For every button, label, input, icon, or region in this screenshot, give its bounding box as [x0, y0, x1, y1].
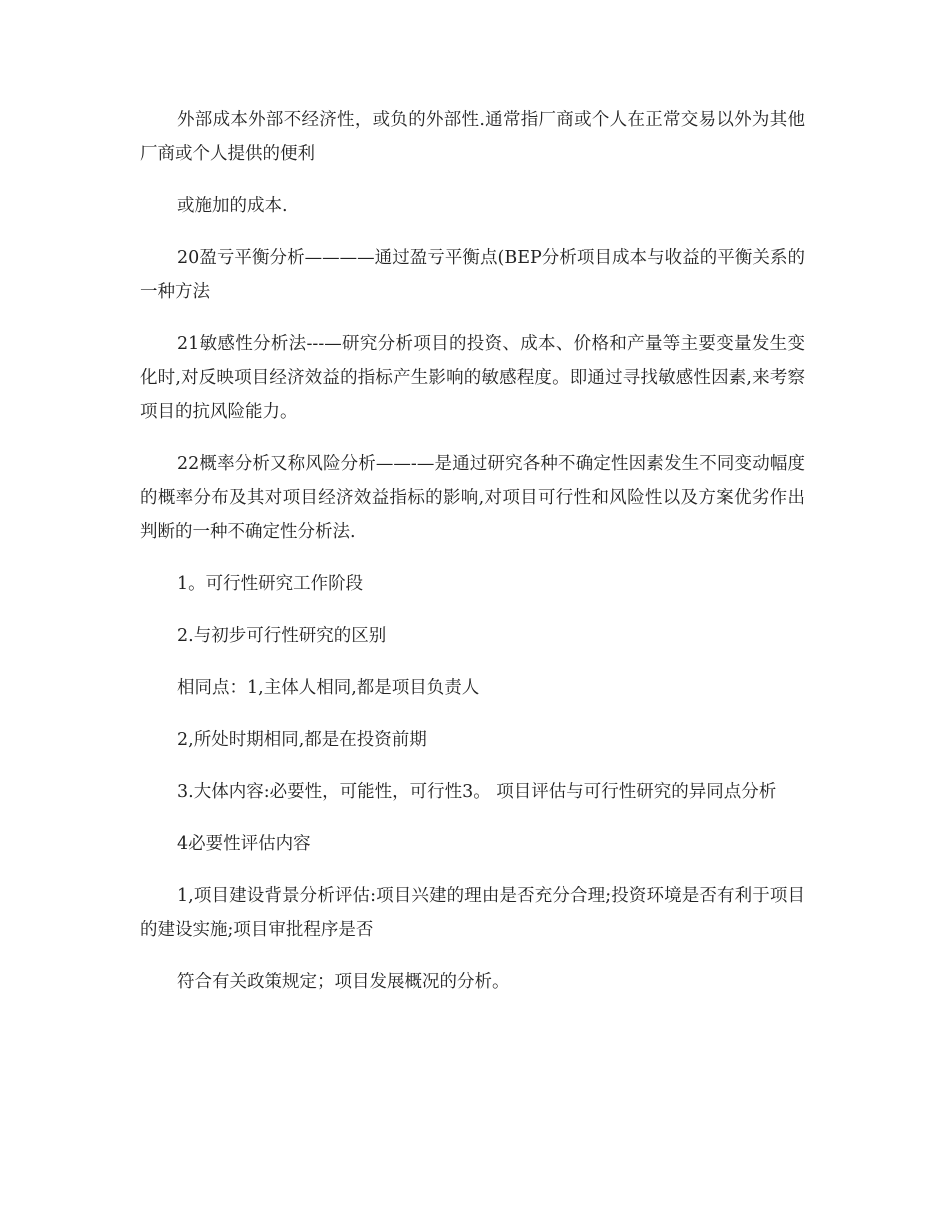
paragraph-necessity-evaluation: 4必要性评估内容 — [177, 834, 311, 854]
paragraph-external-cost: 外部成本外部不经济性，或负的外部性.通常指厂商或个人在正常交易以外为其他厂商或个人提供的便利 — [140, 110, 805, 164]
paragraph-breakeven-analysis: 20盈亏平衡分析————通过盈亏平衡点(BEP分析项目成本与收益的平衡关系的一种方法 — [140, 248, 805, 302]
paragraph-similarity-2: 2,所处时期相同,都是在投资前期 — [177, 730, 427, 750]
paragraph-preliminary-difference: 2.与初步可行性研究的区别 — [177, 626, 387, 646]
paragraph-general-content: 3.大体内容:必要性，可能性，可行性3。 项目评估与可行性研究的异同点分析 — [177, 782, 777, 802]
paragraph-probability-analysis: 22概率分析又称风险分析——-—是通过研究各种不确定性因素发生不同变动幅度的概率分布及其对项目经济效益指标的影响,对项目可行性和风险性以及方案优劣作出判断的一种不确定性分析法. — [140, 454, 805, 542]
paragraph-external-cost-continued: 或施加的成本. — [177, 196, 288, 216]
document-body — [140, 103, 805, 1017]
paragraph-feasibility-stage: 1。可行性研究工作阶段 — [177, 574, 364, 594]
paragraph-policy-compliance: 符合有关政策规定；项目发展概况的分析。 — [177, 972, 510, 992]
paragraph-sensitivity-analysis: 21敏感性分析法---—研究分析项目的投资、成本、价格和产量等主要变量发生变化时,对反映项目经济效益的指标产生影响的敏感程度。即通过寻找敏感性因素,来考察项目的抗风险能力。 — [140, 334, 805, 422]
paragraph-similarity-1: 相同点：1,主体人相同,都是项目负责人 — [177, 678, 480, 698]
paragraph-background-evaluation: 1,项目建设背景分析评估:项目兴建的理由是否充分合理;投资环境是否有利于项目的建设实施;项目审批程序是否 — [140, 886, 805, 940]
